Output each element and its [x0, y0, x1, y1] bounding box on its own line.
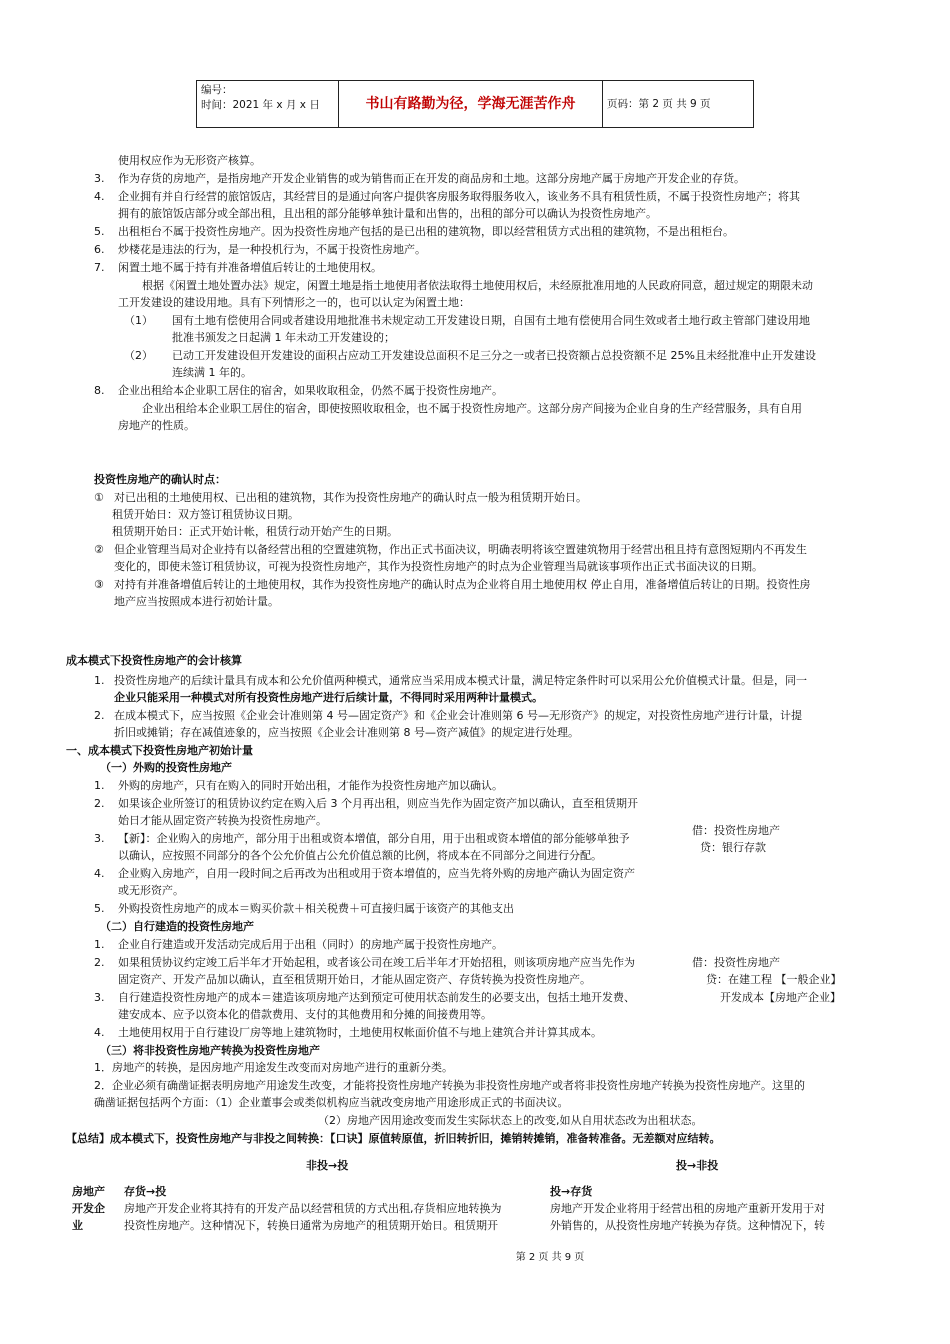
list-number: 4. [94, 867, 105, 880]
section-heading: 投资性房地产的确认时点： [94, 473, 226, 486]
journal-credit: 贷：在建工程 【一般企业】 [706, 973, 842, 986]
table-cell-title: 存货→投 [124, 1185, 167, 1198]
list-number: ③ [94, 578, 104, 591]
list-number: 4. [94, 1026, 105, 1039]
list-number: 8. [94, 384, 105, 397]
text-line: 确凿证据包括两个方面：（1）企业董事会或类似机构应当就改变房地产用途形成正式的书面决议。 [94, 1096, 569, 1109]
page-header [196, 80, 754, 128]
list-number: 2. [94, 709, 105, 722]
text-line: 炒楼花是违法的行为，是一种投机行为，不属于投资性房地产。 [118, 243, 426, 256]
table-cell-text: 房地产开发企业将用于经营出租的房地产重新开发用于对 [550, 1202, 825, 1215]
list-number: 1. [94, 938, 105, 951]
text-line: 对已出租的土地使用权、已出租的建筑物，其作为投资性房地产的确认时点一般为租赁期开始日。 [114, 491, 587, 504]
subsection-heading: （二）自行建造的投资性房地产 [100, 920, 254, 933]
text-line: 租赁期开始日：正式开始计帐，租赁行动开始产生的日期。 [112, 525, 398, 538]
table-row-label: 业 [72, 1219, 83, 1232]
text-line: 1．房地产的转换，是因房地产用途发生改变而对房地产进行的重新分类。 [94, 1061, 453, 1074]
list-number: 5. [94, 902, 105, 915]
page-number-label: 页码：第 2 页 共 9 页 [607, 97, 711, 110]
text-line: 工开发建设的建设用地。具有下列情形之一的，也可以认定为闲置土地： [118, 296, 470, 309]
text-line: 外购投资性房地产的成本＝购买价款＋相关税费＋可直接归属于该资产的其他支出 [118, 902, 514, 915]
text-line: 变化的，即使未签订租赁协议，可视为投资性房地产，其作为投资性房地产的时点为企业管理当局就该事项作出正式书面决议的日期。 [114, 560, 763, 573]
doc-date-label: 时间：2021 年 x 月 x 日 [201, 99, 320, 111]
table-cell-text: 投资性房地产。这种情况下，转换日通常为房地产的租赁期开始日。租赁期开 [124, 1219, 498, 1232]
text-line: 拥有的旅馆饭店部分或全部出租，且出租的部分能够单独计量和出售的，出租的部分可以确认为投资性房地产。 [118, 207, 657, 220]
summary-line: 【总结】成本模式下，投资性房地产与非投之间转换：【口诀】原值转原值，折旧转折旧，摊销转摊销，准备转准备。无差额对应结转。 [66, 1132, 721, 1145]
list-number: 1. [94, 779, 105, 792]
text-line: （2）房地产因用途改变而发生实际状态上的改变,如从自用状态改为出租状态。 [318, 1114, 703, 1127]
text-line: 自行建造投资性房地产的成本＝建造该项房地产达到预定可使用状态前发生的必要支出，包括土地开发费、 [118, 991, 635, 1004]
text-line: 出租柜台不属于投资性房地产。因为投资性房地产包括的是已出租的建筑物，即以经营租赁方式出租的建筑物，不是出租柜台。 [118, 225, 734, 238]
list-number: 3. [94, 991, 105, 1004]
text-line: 国有土地有偿使用合同或者建设用地批准书未规定动工开发建设日期，自国有土地有偿使用合同生效或者土地行政主管部门建设用地 [172, 314, 810, 327]
journal-credit: 开发成本【房地产企业】 [720, 991, 841, 1004]
journal-debit: 借：投资性房地产 [692, 956, 780, 969]
subsection-heading: （一）外购的投资性房地产 [100, 761, 232, 774]
list-number: 2. [94, 797, 105, 810]
text-line: 地产应当按照成本进行初始计量。 [114, 595, 279, 608]
text-line: 外购的房地产，只有在购入的同时开始出租，才能作为投资性房地产加以确认。 [118, 779, 503, 792]
list-number: 5. [94, 225, 105, 238]
subsection-heading: （三）将非投资性房地产转换为投资性房地产 [100, 1044, 320, 1057]
text-line: 始日才能从固定资产转换为投资性房地产。 [118, 814, 327, 827]
text-line: 闲置土地不属于持有并准备增值后转让的土地使用权。 [118, 261, 382, 274]
table-cell-text: 外销售的，从投资性房地产转换为存货。这种情况下，转 [550, 1219, 825, 1232]
text-line: 已动工开发建设但开发建设的面积占应动工开发建设总面积不足三分之一或者已投资额占总投资额不足 25%且未经批准中止开发建设 [172, 349, 816, 362]
section-heading: 一、成本模式下投资性房地产初始计量 [66, 744, 253, 757]
text-line: 作为存货的房地产，是指房地产开发企业销售的或为销售而正在开发的商品房和土地。这部分房地产属于房地产开发企业的存货。 [118, 172, 745, 185]
text-line: 企业只能采用一种模式对所有投资性房地产进行后续计量，不得同时采用两种计量模式。 [114, 691, 543, 704]
footer-page-number: 第 2 页 共 9 页 [515, 1252, 585, 1263]
text-line: 但企业管理当局对企业持有以备经营出租的空置建筑物，作出正式书面决议，明确表明将该空置建筑物用于经营出租且持有意图短期内不再发生 [114, 543, 807, 556]
text-line: 企业拥有并自行经营的旅馆饭店，其经营目的是通过向客户提供客房服务取得服务收入，该业务不具有租赁性质，不属于投资性房地产；将其 [118, 190, 800, 203]
list-number: 1. [94, 674, 105, 687]
text-line: 折旧或摊销；存在减值迹象的，应当按照《企业会计准则第 8 号—资产减值》的规定进行处理。 [114, 726, 579, 739]
table-cell-text: 房地产开发企业将其持有的开发产品以经营租赁的方式出租,存货相应地转换为 [124, 1202, 502, 1215]
text-line: 以确认，应按照不同部分的各个公允价值占公允价值总额的比例，将成本在不同部分之间进行分配。 [118, 849, 602, 862]
text-line: 土地使用权用于自行建设厂房等地上建筑物时，土地使用权帐面价值不与地上建筑合并计算其成本。 [118, 1026, 602, 1039]
table-row-label: 开发企 [72, 1202, 105, 1215]
list-number: 3. [94, 832, 105, 845]
text-line: 房地产的性质。 [118, 419, 195, 432]
text-line: 在成本模式下，应当按照《企业会计准则第 4 号—固定资产》和《企业会计准则第 6 号—无形资产》的规定，对投资性房地产进行计量，计提 [114, 709, 802, 722]
text-line: 对持有并准备增值后转让的土地使用权，其作为投资性房地产的确认时点为企业将自用土地使用权 停止自用，准备增值后转让的日期。投资性房 [114, 578, 811, 591]
text-line: 如果该企业所签订的租赁协议约定在购入后 3 个月再出租，则应当先作为固定资产加以确认，直至租赁期开 [118, 797, 638, 810]
list-number: 4. [94, 190, 105, 203]
header-meta [197, 81, 339, 127]
text-line: 2．企业必须有确凿证据表明房地产用途发生改变，才能将投资性房地产转换为非投资性房地产或者将非投资性房地产转换为投资性房地产。这里的 [94, 1079, 805, 1092]
list-number: 2. [94, 956, 105, 969]
list-number: 7. [94, 261, 105, 274]
journal-credit: 贷：银行存款 [700, 841, 766, 854]
text-line: 【新】：企业购入的房地产，部分用于出租或资本增值，部分自用，用于出租或资本增值的部分能够单独予 [118, 832, 630, 845]
text-line: 或无形资产。 [118, 884, 184, 897]
list-number: （1） [124, 314, 153, 327]
table-cell-title: 投→存货 [550, 1185, 593, 1198]
section-heading: 成本模式下投资性房地产的会计核算 [66, 654, 242, 667]
text-line: 企业购入房地产，自用一段时间之后再改为出租或用于资本增值的，应当先将外购的房地产确认为固定资产 [118, 867, 635, 880]
list-number: ① [94, 491, 104, 504]
table-header-left: 非投→投 [306, 1159, 349, 1172]
text-line: 如果租赁协议约定竣工后半年才开始起租，或者该公司在竣工后半年才开始招租，则该项房地产应当先作为 [118, 956, 635, 969]
table-row-label: 房地产 [72, 1185, 105, 1198]
list-number: 3. [94, 172, 105, 185]
text-line: 企业出租给本企业职工居住的宿舍，如果收取租金，仍然不属于投资性房地产。 [118, 384, 503, 397]
text-line: 根据《闲置土地处置办法》规定，闲置土地是指土地使用者依法取得土地使用权后，未经原批准用地的人民政府同意，超过规定的期限未动 [142, 279, 813, 292]
text-line: 建安成本、应予以资本化的借款费用、支付的其他费用和分摊的间接费用等。 [118, 1008, 492, 1021]
text-line: 租赁开始日：双方签订租赁协议日期。 [112, 508, 299, 521]
text-line: 投资性房地产的后续计量具有成本和公允价值两种模式，通常应当采用成本模式计量，满足特定条件时可以采用公允价值模式计量。但是，同一 [114, 674, 807, 687]
text-line: 企业自行建造或开发活动完成后用于出租（同时）的房地产属于投资性房地产。 [118, 938, 503, 951]
list-number: 6. [94, 243, 105, 256]
text-line: 连续满 1 年的。 [172, 366, 252, 379]
table-header-right: 投→非投 [676, 1159, 719, 1172]
journal-debit: 借：投资性房地产 [692, 824, 780, 837]
text-line: 企业出租给本企业职工居住的宿舍，即使按照收取租金，也不属于投资性房地产。这部分房产间接为企业自身的生产经营服务，具有自用 [142, 402, 802, 415]
doc-number-label: 编号： [201, 84, 233, 96]
text-line: 批准书颁发之日起满 1 年未动工开发建设的； [172, 331, 395, 344]
header-motto: 书山有路勤为径，学海无涯苦作舟 [339, 81, 603, 127]
list-number: ② [94, 543, 104, 556]
list-number: （2） [124, 349, 153, 362]
page-footer [0, 1249, 950, 1266]
text-line: 固定资产、开发产品加以确认，直至租赁期开始日，才能从固定资产、存货转换为投资性房地产。 [118, 973, 591, 986]
text-line: 使用权应作为无形资产核算。 [118, 154, 261, 167]
